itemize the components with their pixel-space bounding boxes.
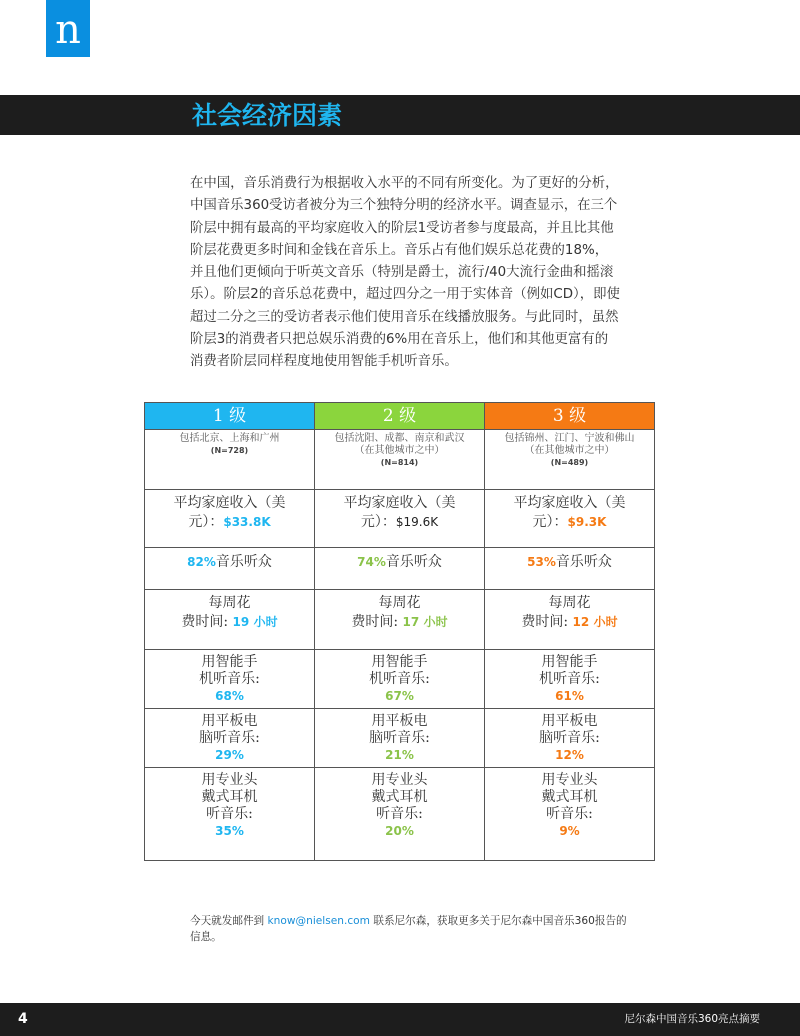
locations-note: （在其他城市之中） — [524, 445, 615, 456]
nielsen-logo — [46, 0, 90, 57]
weekly-label-2: 费时间: — [181, 614, 229, 630]
hours-value: 19 — [232, 615, 250, 629]
sample-size: (N=728) — [210, 446, 249, 455]
tablet-pct: 21% — [385, 748, 414, 762]
headphone-label-3: 听音乐: — [206, 806, 253, 822]
tier-3-smartphone — [485, 650, 655, 709]
section-banner — [0, 95, 800, 135]
tablet-label: 用平板电 — [541, 713, 598, 729]
hours-value: 12 — [572, 615, 590, 629]
smartphone-label-2: 机听音乐: — [369, 671, 430, 687]
tablet-label: 用平板电 — [371, 713, 428, 729]
tier-2-income — [315, 490, 485, 548]
tablet-label-2: 脑听音乐: — [539, 730, 600, 746]
headphone-label: 用专业头 — [371, 772, 428, 788]
smartphone-label: 用智能手 — [541, 654, 598, 670]
audience-pct: 74% — [357, 555, 386, 569]
weekly-label: 每周花 — [208, 595, 251, 611]
logo-letter: n — [55, 7, 81, 53]
contact-email-link[interactable]: know@nielsen.com — [267, 915, 370, 927]
audience-label: 音乐听众 — [215, 554, 272, 570]
weekly-label-2: 费时间: — [351, 614, 399, 630]
smartphone-label: 用智能手 — [201, 654, 258, 670]
income-label: 平均家庭收入（美 — [513, 495, 626, 511]
headphone-pct: 9% — [559, 824, 580, 838]
weekly-hours-row — [145, 590, 655, 650]
income-value: $19.6K — [395, 515, 439, 529]
tier-1-header: 1 级 — [145, 403, 315, 430]
tier-2-header: 2 级 — [315, 403, 485, 430]
hours-unit: 小时 — [423, 615, 448, 629]
headphone-label: 用专业头 — [541, 772, 598, 788]
income-value: $9.3K — [567, 515, 607, 529]
hours-value: 17 — [402, 615, 420, 629]
tier-1-headphone — [145, 768, 315, 861]
income-row — [145, 490, 655, 548]
page-number: 4 — [18, 1011, 28, 1027]
tier-1-income — [145, 490, 315, 548]
intro-paragraph: 在中国，音乐消费行为根据收入水平的不同有所变化。为了更好的分析，中国音乐360受访者被分为三个独特分明的经济水平。调查显示，在三个阶层中拥有最高的平均家庭收入的阶层1受访者参与度最高，并且比其他阶层花费更多时间和金钱在音乐上。音乐占有他们娱乐总花费的18%，并且他们更倾向于听英文音乐（特别是爵士，流行/40大流行金曲和摇滚乐）。阶层2的音乐总花费中，超过四分之一用于实体音（例如CD），即使超过二分之三的受访者表示他们使用音乐在线播放服务。与此同时，虽然阶层3的消费者只把总娱乐消费的6%用在音乐上，他们和其他更富有的消费者阶层同样程度地使用智能手机听音乐。 — [190, 176, 620, 370]
page-footer — [0, 1003, 800, 1036]
tier-comparison-table — [144, 402, 655, 861]
tablet-label: 用平板电 — [201, 713, 258, 729]
tablet-pct: 12% — [555, 748, 584, 762]
audience-row — [145, 548, 655, 590]
contact-suffix: 联系尼尔森，获取更多关于尼尔森中国音乐360报告的信息。 — [190, 915, 627, 943]
headphone-label-3: 听音乐: — [376, 806, 423, 822]
tier-1-hours — [145, 590, 315, 650]
tier-2-audience — [315, 548, 485, 590]
section-title: 社会经济因素 — [192, 101, 343, 130]
locations-text: 包括北京、上海和广州 — [179, 433, 280, 444]
headphone-label-2: 戴式耳机 — [201, 789, 258, 805]
tier-3-locations — [485, 430, 655, 490]
income-label: 平均家庭收入（美 — [343, 495, 456, 511]
locations-note: （在其他城市之中） — [354, 445, 445, 456]
tier-1-smartphone — [145, 650, 315, 709]
income-label-2: 元）： — [532, 514, 568, 530]
tier-3-headphone — [485, 768, 655, 861]
headphone-label-2: 戴式耳机 — [541, 789, 598, 805]
headphone-label-2: 戴式耳机 — [371, 789, 428, 805]
tier-3-header: 3 级 — [485, 403, 655, 430]
footer-title: 尼尔森中国音乐360亮点摘要 — [624, 1013, 760, 1025]
tier-2-locations — [315, 430, 485, 490]
weekly-label: 每周花 — [548, 595, 591, 611]
tier-3-audience — [485, 548, 655, 590]
smartphone-label-2: 机听音乐: — [539, 671, 600, 687]
tier-3-hours — [485, 590, 655, 650]
smartphone-pct: 68% — [215, 689, 244, 703]
smartphone-row — [145, 650, 655, 709]
income-label: 平均家庭收入（美 — [173, 495, 286, 511]
tablet-pct: 29% — [215, 748, 244, 762]
audience-pct: 82% — [187, 555, 216, 569]
audience-label: 音乐听众 — [385, 554, 442, 570]
locations-text: 包括沈阳、成都、南京和武汉 — [334, 433, 465, 444]
income-value: $33.8K — [223, 515, 271, 529]
tier-3-income — [485, 490, 655, 548]
hours-unit: 小时 — [253, 615, 278, 629]
tier-2-tablet — [315, 709, 485, 768]
headphone-row — [145, 768, 655, 861]
audience-label: 音乐听众 — [555, 554, 612, 570]
weekly-label: 每周花 — [378, 595, 421, 611]
income-label-2: 元）： — [360, 514, 396, 530]
smartphone-label-2: 机听音乐: — [199, 671, 260, 687]
audience-pct: 53% — [527, 555, 556, 569]
tier-2-hours — [315, 590, 485, 650]
sample-size: (N=814) — [380, 458, 419, 467]
headphone-label: 用专业头 — [201, 772, 258, 788]
smartphone-pct: 67% — [385, 689, 414, 703]
tier-2-headphone — [315, 768, 485, 861]
tier-3-tablet — [485, 709, 655, 768]
tier-1-locations — [145, 430, 315, 490]
smartphone-label: 用智能手 — [371, 654, 428, 670]
weekly-label-2: 费时间: — [521, 614, 569, 630]
locations-text: 包括锦州、江门、宁波和佛山 — [504, 433, 635, 444]
tablet-label-2: 脑听音乐: — [199, 730, 260, 746]
contact-prefix: 今天就发邮件到 — [190, 915, 265, 927]
tier-1-tablet — [145, 709, 315, 768]
headphone-pct: 20% — [385, 824, 414, 838]
sample-size: (N=489) — [550, 458, 589, 467]
tablet-label-2: 脑听音乐: — [369, 730, 430, 746]
tier-1-audience — [145, 548, 315, 590]
income-label-2: 元）： — [188, 514, 224, 530]
headphone-label-3: 听音乐: — [546, 806, 593, 822]
tablet-row — [145, 709, 655, 768]
tier-2-smartphone — [315, 650, 485, 709]
hours-unit: 小时 — [593, 615, 618, 629]
tier-header-row — [145, 403, 655, 430]
smartphone-pct: 61% — [555, 689, 584, 703]
contact-note — [190, 913, 630, 945]
locations-row — [145, 430, 655, 490]
headphone-pct: 35% — [215, 824, 244, 838]
